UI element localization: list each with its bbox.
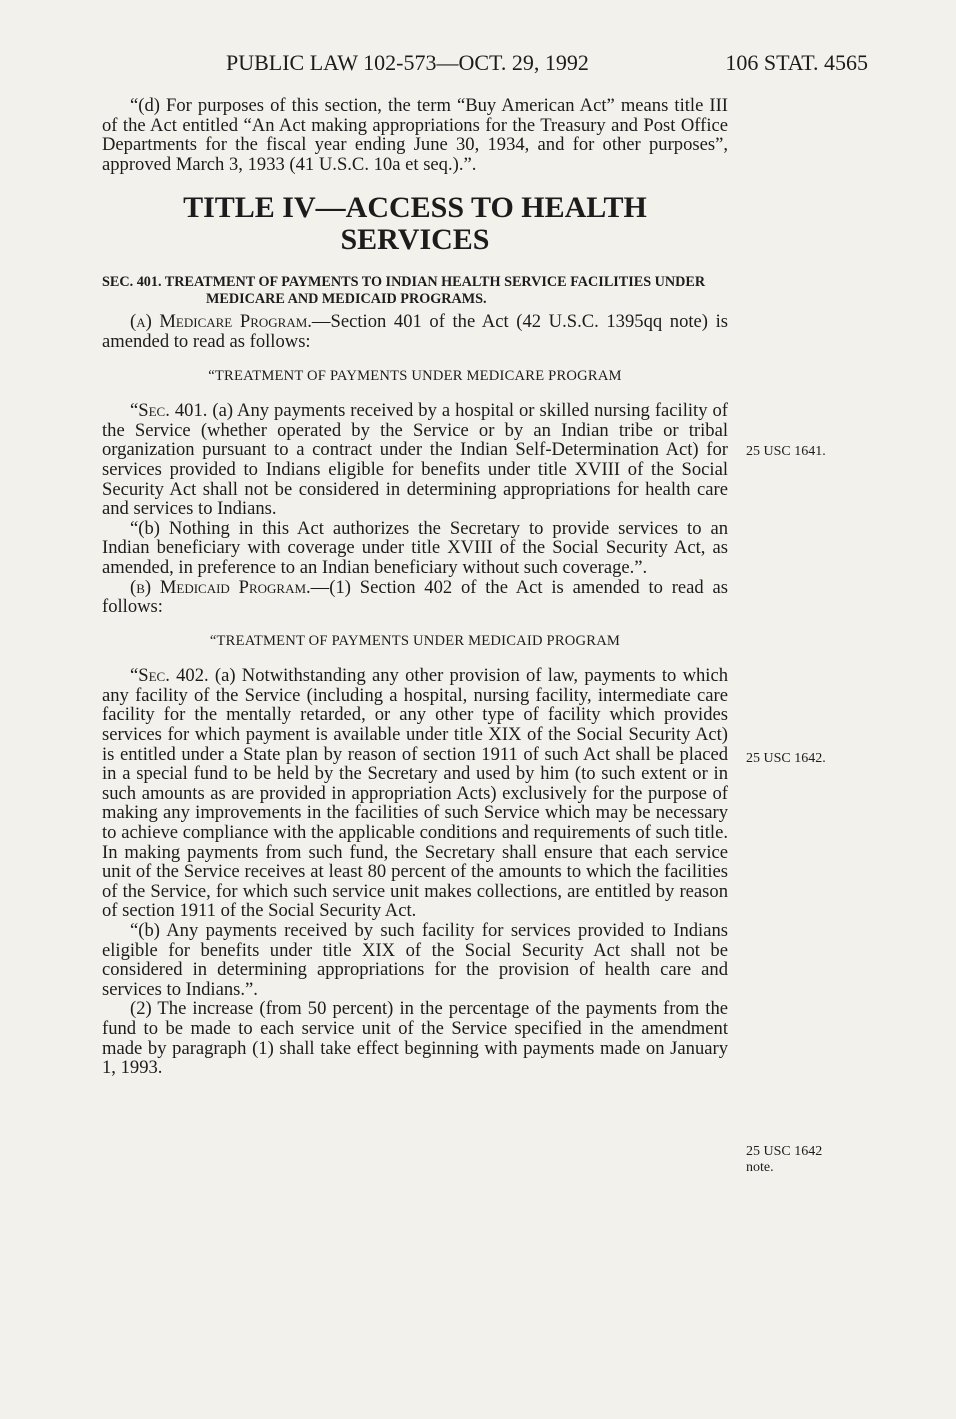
medicare-program-label: (a) Medicare Program. bbox=[130, 311, 312, 333]
medicare-program-text: —Section 401 of the Act (42 U.S.C. 1395qq note) is amended to read as follows: bbox=[102, 311, 728, 352]
medicaid-program-text: —(1) Section 402 of the Act is amended to read as follows: bbox=[102, 576, 729, 618]
margin-note-1642: 25 USC 1642. bbox=[746, 751, 826, 766]
medicare-subheading: “TREATMENT OF PAYMENTS UNDER MEDICARE PROGRAM bbox=[208, 367, 622, 384]
paragraph-2-effective-date: (2) The increase (from 50 percent) in the percentage of the payments from the fund to be made to each service unit of the Service specified in the amendment made by paragraph (1) shall take effect beginning with payments made on January 1, 1993. bbox=[102, 998, 728, 1079]
sec-402-paragraph-b: “(b) Any payments received by such facility for services provided to Indians eligible for benefits under title XIX of the Social Security Act shall not be considered in determining appropriations for the provision of health care and services to Indians.”. bbox=[102, 920, 728, 1000]
title-line-1: TITLE IV—ACCESS TO HEALTH bbox=[183, 191, 647, 225]
section-401-heading: SEC. 401. TREATMENT OF PAYMENTS TO INDIAN HEALTH SERVICE FACILITIES UNDER MEDICARE AND MEDICAID PROGRAMS. bbox=[102, 274, 706, 308]
document-body bbox=[102, 96, 728, 1078]
page-header bbox=[102, 50, 868, 80]
margin-note-1642-note-line1: 25 USC 1642 bbox=[746, 1144, 823, 1159]
sec-401-paragraph-a bbox=[102, 401, 728, 519]
medicaid-program-label: (b) Medicaid Program. bbox=[130, 576, 311, 598]
margin-note-1642-note-line2: note. bbox=[746, 1160, 774, 1175]
paragraph-d: “(d) For purposes of this section, the term “Buy American Act” means title III of the Act entitled “An Act making appropriations for the Treasury and Post Office Departments for the fiscal year ending June 30, 1934, and for other purposes”, approved March 3, 1933 (41 U.S.C. 10a et seq.).”. bbox=[102, 95, 728, 175]
title-line-2: SERVICES bbox=[340, 223, 490, 257]
sec-401-label: “Sec. 401. bbox=[130, 400, 208, 422]
margin-note-1642-note bbox=[746, 1144, 822, 1176]
title-heading bbox=[102, 192, 728, 256]
sec-402-paragraph-a bbox=[102, 666, 728, 921]
public-law-line: PUBLIC LAW 102-573—OCT. 29, 1992 bbox=[226, 50, 589, 75]
medicaid-program-paragraph bbox=[102, 578, 728, 617]
medicare-program-paragraph bbox=[102, 312, 728, 351]
stat-page-number: 106 STAT. 4565 bbox=[725, 50, 868, 75]
medicaid-subheading: “TREATMENT OF PAYMENTS UNDER MEDICAID PROGRAM bbox=[209, 632, 621, 649]
sec-401-a-text: (a) Any payments received by a hospital or skilled nursing facility of the Service (whether operated by the Service or by an Indian tribe or tribal organization pursuant to a contract under the Indian Self-Determination Act) for services provided to Indians eligible for benefits under title XVIII of the Social Security Act shall not be considered in determining appropriations for health care and services to Indians. bbox=[102, 400, 729, 520]
sec-402-label: “Sec. 402. bbox=[130, 665, 209, 687]
sec-401-paragraph-b: “(b) Nothing in this Act authorizes the Secretary to provide services to an Indian beneficiary with coverage under title XVIII of the Social Security Act, as amended, in preference to an Indian beneficiary without such coverage.”. bbox=[102, 517, 728, 578]
margin-note-1641: 25 USC 1641. bbox=[746, 444, 826, 459]
sec-402-a-text: (a) Notwithstanding any other provision of law, payments to which any facility of the Service (including a hospital, nursing facility, intermediate care facility for the mentally retarded, or any other type of facility which provides services for which payment is available under title XIX of the Social Security Act) is entitled under a State plan by reason of section 1911 of such Act shall be placed in a special fund to be held by the Secretary and used by him (to such extent or in such amounts as are provided in appropriation Acts) exclusively for the purpose of making any improvements in the facilities of such Service which may be necessary to achieve compliance with the applicable conditions and requirements of such title. In making payments from such fund, the Secretary shall ensure that each service unit of the Service receives at least 80 percent of the amounts to which the facilities of the Service, for which such service unit makes collections, are entitled by reason of section 1911 of the Social Security Act. bbox=[102, 665, 729, 922]
